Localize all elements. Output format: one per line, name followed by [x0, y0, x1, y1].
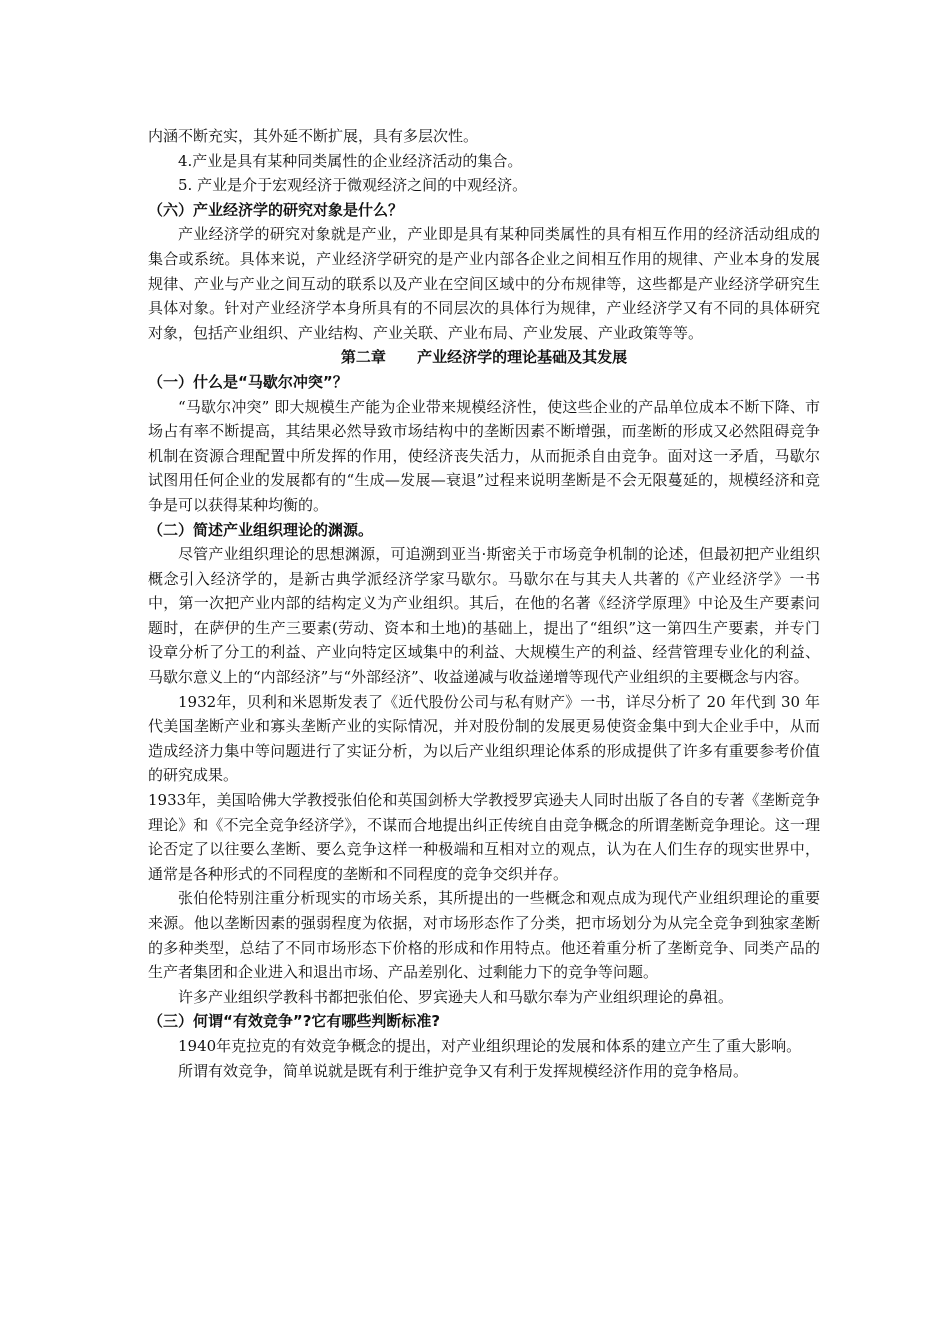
paragraph: 1932年，贝利和米恩斯发表了《近代股份公司与私有财产》一书，详尽分析了 20 年代到 30 年代美国垄断产业和寡头垄断产业的实际情况，并对股份制的发展更易使资金集中到大企业手中，从而造成经济力集中等问题进行了实证分析，为以后产业组织理论体系的形成提供了许多有重要参考价值的研究成果。 — [148, 692, 820, 785]
section-heading: （二）简述产业组织理论的渊源。 — [148, 520, 374, 539]
paragraph: 产业经济学的研究对象就是产业，产业即是具有某种同类属性的具有相互作用的经济活动组成的集合或系统。具体来说，产业经济学研究的是产业内部各企业之间相互作用的规律、产业本身的发展规律、产业与产业之间互动的联系以及产业在空间区域中的分布规律等，这些都是产业经济学研究生具体对象。针对产业经济学本身所具有的不同层次的具体行为规律，产业经济学又有不同的具体研究对象，包括产业组织、产业结构、产业关联、产业布局、产业发展、产业政策等等。 — [148, 225, 820, 342]
list-item: 5. 产业是介于宏观经济于微观经济之间的中观经济。 — [178, 176, 528, 195]
paragraph: 许多产业组织学教科书都把张伯伦、罗宾逊夫人和马歇尔奉为产业组织理论的鼻祖。 — [178, 987, 734, 1006]
list-item: 4.产业是具有某种同类属性的企业经济活动的集合。 — [178, 151, 523, 170]
paragraph: 内涵不断充实，其外延不断扩展，具有多层次性。 — [148, 127, 479, 145]
paragraph: “马歇尔冲突” 即大规模生产能为企业带来规模经济性，使这些企业的产品单位成本不断下降、市场占有率不断提高，其结果必然导致市场结构中的垄断因素不断增强，而垄断的形成又必然阻碍竞争机制在资源合理配置中所发挥的作用，使经济丧失活力，从而扼杀自由竞争。面对这一矛盾，马歇尔试图用任何企业的发展都有的“生成—发展—衰退”过程来说明垄断是不会无限蔓延的，规模经济和竞争是可以获得某种均衡的。 — [148, 397, 820, 514]
paragraph: 所谓有效竞争，简单说就是既有利于维护竞争又有利于发挥规模经济作用的竞争格局。 — [178, 1061, 749, 1080]
paragraph: 1940年克拉克的有效竞争概念的提出，对产业组织理论的发展和体系的建立产生了重大影响。 — [178, 1036, 802, 1055]
section-heading: （一）什么是“马歇尔冲突”？ — [148, 372, 348, 391]
paragraph: 张伯伦特别注重分析现实的市场关系，其所提出的一些概念和观点成为现代产业组织理论的重要来源。他以垄断因素的强弱程度为依据，对市场形态作了分类，把市场划分为从完全竞争到独家垄断的多种类型，总结了不同市场形态下价格的形成和作用特点。他还着重分析了垄断竞争、同类产品的生产者集团和企业进入和退出市场、产品差别化、过剩能力下的竞争等问题。 — [148, 889, 820, 982]
document-page — [148, 124, 820, 1083]
section-heading: （六）产业经济学的研究对象是什么？ — [148, 200, 404, 219]
paragraph: 1933年，美国哈佛大学教授张伯伦和英国剑桥大学教授罗宾逊夫人同时出版了各自的专著《垄断竞争理论》和《不完全竞争经济学》，不谋而合地提出纠正传统自由竞争概念的所谓垄断竞争理论。这一理论否定了以往要么垄断、要么竞争这样一种极端和互相对立的观点，认为在人们生存的现实世界中，通常是各种形式的不同程度的垄断和不同程度的竞争交织并存。 — [148, 791, 820, 883]
section-heading: （三）何谓“有效竞争”?它有哪些判断标准? — [148, 1012, 441, 1031]
paragraph: 尽管产业组织理论的思想渊源，可追溯到亚当·斯密关于市场竞争机制的论述，但最初把产业组织概念引入经济学的，是新古典学派经济学家马歇尔。马歇尔在与其夫人共著的《产业经济学》一书中，第一次把产业内部的结构定义为产业组织。其后，在他的名著《经济学原理》中论及生产要素问题时，在萨伊的生产三要素(劳动、资本和土地)的基础上，提出了“组织”这一第四生产要素，并专门设章分析了分工的利益、产业向特定区域集中的利益、大规模生产的利益、经营管理专业化的利益、马歇尔意义上的“内部经济”与“外部经济”、收益递减与收益递增等现代产业组织的主要概念与内容。 — [148, 545, 820, 687]
chapter-title: 第二章 产业经济学的理论基础及其发展 — [340, 348, 628, 367]
